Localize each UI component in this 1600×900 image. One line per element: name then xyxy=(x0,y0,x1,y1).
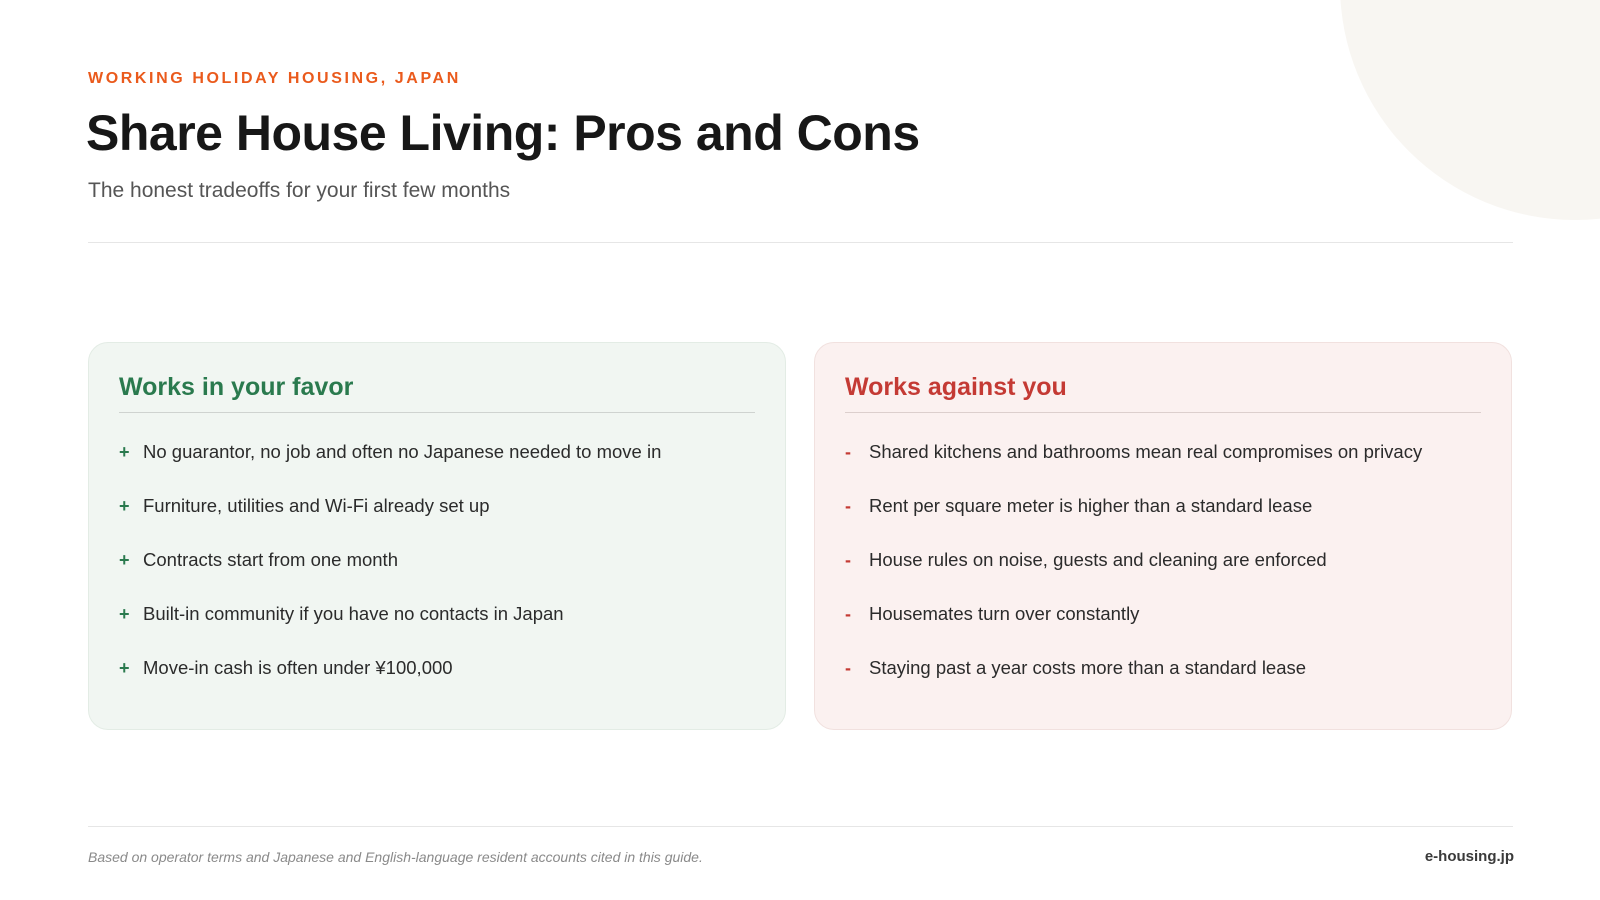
cons-item-text: Rent per square meter is higher than a standard lease xyxy=(869,495,1313,516)
page-subtitle: The honest tradeoffs for your first few months xyxy=(88,179,511,202)
plus-icon: + xyxy=(119,657,130,678)
cons-item-text: Shared kitchens and bathrooms mean real compromises on privacy xyxy=(869,441,1423,462)
minus-icon: - xyxy=(845,603,851,624)
plus-icon: + xyxy=(119,549,130,570)
plus-icon: + xyxy=(119,441,130,462)
brand-label: e-housing.jp xyxy=(1424,848,1514,865)
pros-item-text: Move-in cash is often under ¥100,000 xyxy=(143,657,453,678)
pros-item xyxy=(119,641,755,695)
minus-icon: - xyxy=(845,441,851,462)
cons-item xyxy=(845,479,1481,533)
cons-card xyxy=(814,342,1512,730)
pros-item-text: No guarantor, no job and often no Japanese needed to move in xyxy=(143,441,662,462)
cons-item-text: House rules on noise, guests and cleaning are enforced xyxy=(869,549,1327,570)
pros-item xyxy=(119,479,755,533)
page-title: Share House Living: Pros and Cons xyxy=(86,105,920,161)
minus-icon: - xyxy=(845,495,851,516)
footer-divider xyxy=(88,826,1513,827)
decorative-circle xyxy=(1340,0,1600,220)
pros-item xyxy=(119,533,755,587)
cons-item-text: Staying past a year costs more than a standard lease xyxy=(869,657,1307,678)
cons-item xyxy=(845,587,1481,641)
cons-item xyxy=(845,425,1481,479)
cons-item xyxy=(845,641,1481,695)
cons-heading: Works against you xyxy=(845,373,1481,413)
plus-icon: + xyxy=(119,603,130,624)
eyebrow-label: WORKING HOLIDAY HOUSING, JAPAN xyxy=(88,70,461,87)
pros-item-text: Built-in community if you have no contacts in Japan xyxy=(143,603,564,624)
source-footnote: Based on operator terms and Japanese and English-language resident accounts cited in this guide. xyxy=(88,849,703,865)
cons-list xyxy=(845,425,1481,695)
pros-item-text: Furniture, utilities and Wi-Fi already set up xyxy=(143,495,490,516)
pros-item-text: Contracts start from one month xyxy=(143,549,398,570)
cons-item xyxy=(845,533,1481,587)
pros-list xyxy=(119,425,755,695)
header-divider xyxy=(88,242,1513,243)
minus-icon: - xyxy=(845,657,851,678)
cons-item-text: Housemates turn over constantly xyxy=(869,603,1140,624)
pros-item xyxy=(119,425,755,479)
pros-heading: Works in your favor xyxy=(119,373,755,413)
pros-item xyxy=(119,587,755,641)
pros-card xyxy=(88,342,786,730)
plus-icon: + xyxy=(119,495,130,516)
minus-icon: - xyxy=(845,549,851,570)
